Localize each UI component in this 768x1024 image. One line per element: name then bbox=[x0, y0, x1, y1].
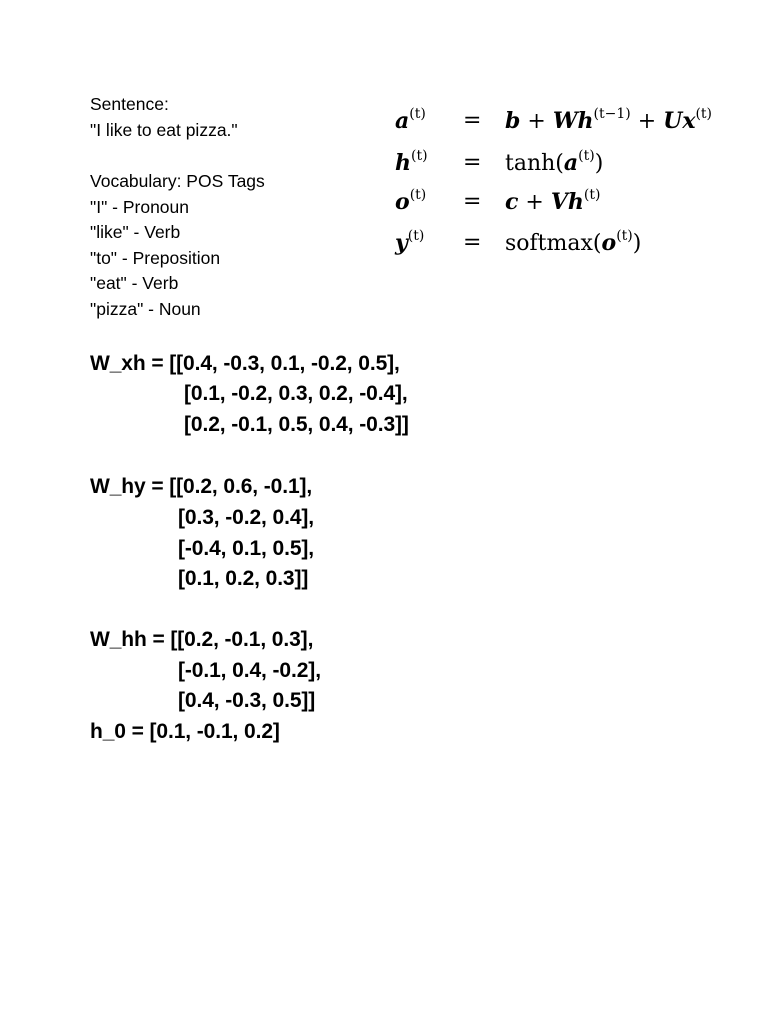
vocab-item: "to" - Preposition bbox=[90, 248, 221, 268]
vocab-item: "like" - Verb bbox=[90, 222, 181, 242]
w-xh-row: [0.1, -0.2, 0.3, 0.2, -0.4], bbox=[184, 382, 408, 405]
w-hh-row: [0.4, -0.3, 0.5]] bbox=[178, 689, 316, 712]
w-xh-row: [0.2, -0.1, 0.5, 0.4, -0.3]] bbox=[184, 413, 409, 436]
w-hy-row: [-0.4, 0.1, 0.5], bbox=[178, 537, 315, 560]
vocab-item: "pizza" - Noun bbox=[90, 299, 201, 319]
w-hy-row: [0.3, -0.2, 0.4], bbox=[178, 506, 315, 529]
w-xh-row: W_xh = [[0.4, -0.3, 0.1, -0.2, 0.5], bbox=[90, 352, 400, 375]
equation-a: $a^{(t)}$ = $b + Wh^{(t-1)} + Ux^{(t)}$ bbox=[395, 106, 713, 134]
equation-yhat: $y^{(t)}$ = $softmax(o^{(t)})$ bbox=[395, 228, 642, 256]
w-hy-row: W_hy = [[0.2, 0.6, -0.1], bbox=[90, 475, 313, 498]
equation-h: $h^{(t)}$ = $\tanh(a^{(t)})$ bbox=[395, 148, 604, 176]
w-hh-row: [-0.1, 0.4, -0.2], bbox=[178, 659, 321, 682]
vocab-item: "I" - Pronoun bbox=[90, 197, 190, 217]
vocabulary-label: Vocabulary: POS Tags bbox=[90, 171, 265, 191]
w-hh-row: W_hh = [[0.2, -0.1, 0.3], bbox=[90, 628, 314, 651]
h0-vector: h_0 = [0.1, -0.1, 0.2] bbox=[90, 720, 280, 743]
w-hy-row: [0.1, 0.2, 0.3]] bbox=[178, 567, 309, 590]
sentence-label: Sentence: bbox=[90, 94, 169, 114]
vocab-item: "eat" - Verb bbox=[90, 273, 179, 293]
equation-o: $o^{(t)}$ = c + Vh$^{(t)}$ bbox=[395, 187, 601, 215]
sentence-text: "I like to eat pizza." bbox=[90, 120, 238, 140]
